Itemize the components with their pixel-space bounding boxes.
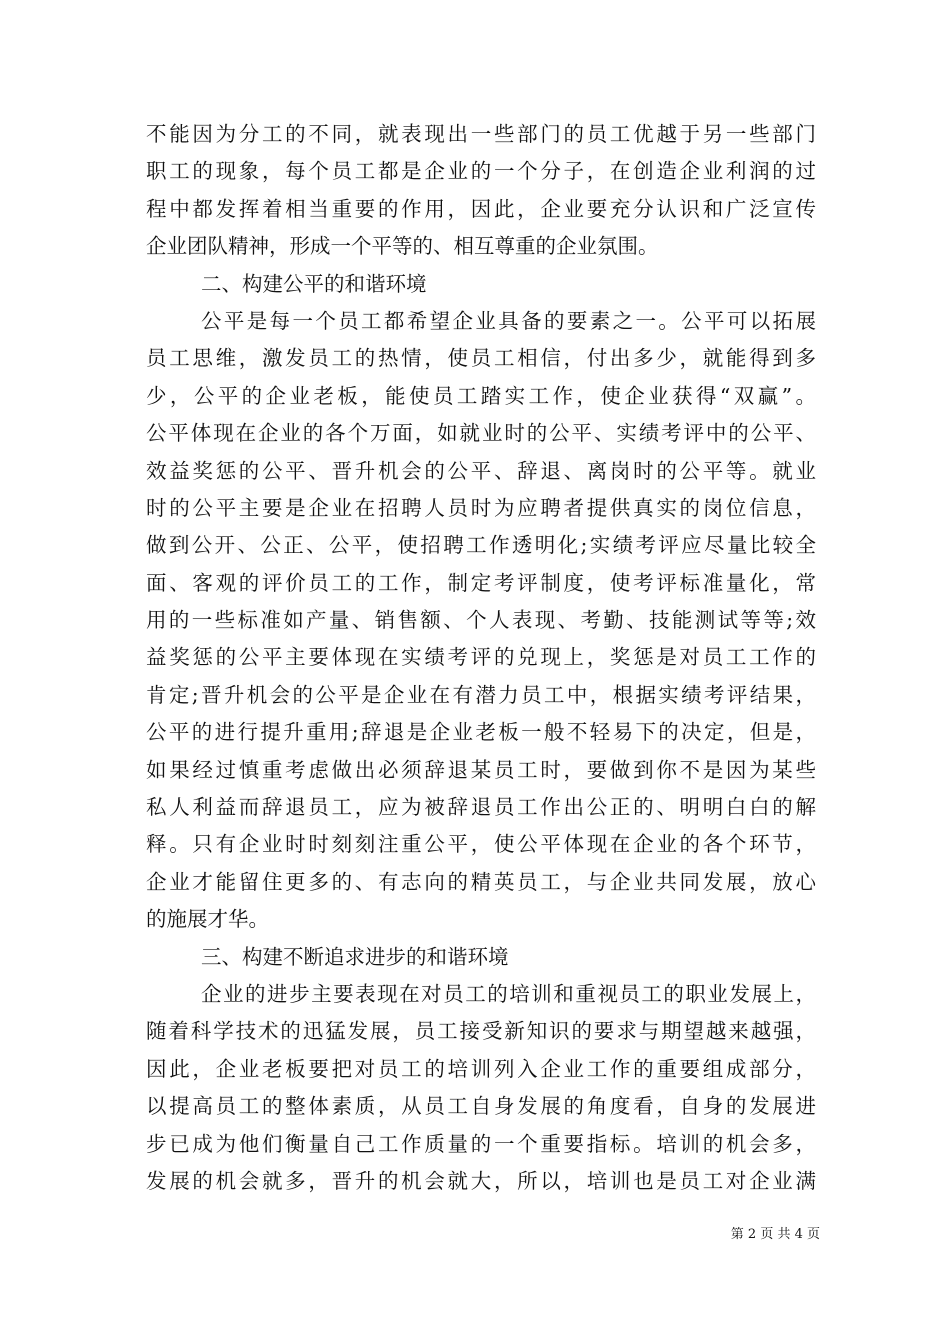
text-line: 用的一些标准如产量、销售额、个人表现、考勤、技能测试等等;效 [146,608,816,633]
text-line: 如果经过慎重考虑做出必须辞退某员工时，要做到你不是因为某些 [146,757,816,782]
text-line: 职工的现象，每个员工都是企业的一个分子，在创造企业利润的过 [146,159,816,184]
text-line: 因此，企业老板要把对员工的培训列入企业工作的重要组成部分， [146,1056,816,1081]
text-line: 随着科学技术的迅猛发展，员工接受新知识的要求与期望越来越强， [146,1019,816,1044]
text-line: 效益奖惩的公平、晋升机会的公平、辞退、离岗时的公平等。就业 [146,458,816,483]
page-number: 第 2 页 共 4 页 [730,1227,820,1242]
paragraph-start-line: 公平是每一个员工都希望企业具备的要素之一。公平可以拓展 [201,308,816,333]
text-line: 步已成为他们衡量自己工作质量的一个重要指标。培训的机会多， [146,1131,816,1156]
text-line: 肯定;晋升机会的公平是企业在有潜力员工中，根据实绩考评结果， [146,682,816,707]
text-line: 不能因为分工的不同，就表现出一些部门的员工优越于另一些部门 [146,122,816,146]
text-line: 公平体现在企业的各个万面，如就业时的公平、实绩考评中的公平、 [146,421,816,446]
paragraph-start-line: 企业的进步主要表现在对员工的培训和重视员工的职业发展上， [201,981,816,1006]
text-line: 时的公平主要是企业在招聘人员时为应聘者提供真实的岗位信息， [146,495,816,520]
text-line: 以提高员工的整体素质，从员工自身发展的角度看，自身的发展进 [146,1094,816,1119]
text-line: 私人利益而辞退员工，应为被辞退员工作出公正的、明明白白的解 [146,795,816,820]
text-line: 益奖惩的公平主要体现在实绩考评的兑现上，奖惩是对员工工作的 [146,645,816,670]
body-text [146,116,816,1200]
text-line: 企业才能留住更多的、有志向的精英员工，与企业共同发展，放心 [146,869,816,894]
text-line: 少，公平的企业老板，能使员工踏实工作，使企业获得“双赢”。 [146,383,816,408]
text-line: 员工思维，激发员工的热情，使员工相信，付出多少，就能得到多 [146,346,816,371]
section-heading-fairness: 二、构建公平的和谐环境 [201,271,427,296]
text-line: 的施展才华。 [146,907,269,932]
section-heading-progress: 三、构建不断追求进步的和谐环境 [201,944,509,969]
text-line: 公平的进行提升重用;辞退是企业老板一般不轻易下的决定，但是， [146,720,816,745]
text-line: 释。只有企业时时刻刻注重公平，使公平体现在企业的各个环节， [146,832,816,857]
text-line: 发展的机会就多，晋升的机会就大，所以，培训也是员工对企业满 [146,1168,816,1193]
text-line: 企业团队精神，形成一个平等的、相互尊重的企业氛围。 [146,234,659,259]
text-line: 做到公开、公正、公平，使招聘工作透明化;实绩考评应尽量比较全 [146,533,816,558]
text-line: 面、客观的评价员工的工作，制定考评制度，使考评标准量化，常 [146,570,816,595]
text-line: 程中都发挥着相当重要的作用，因此，企业要充分认识和广泛宣传 [146,196,816,221]
